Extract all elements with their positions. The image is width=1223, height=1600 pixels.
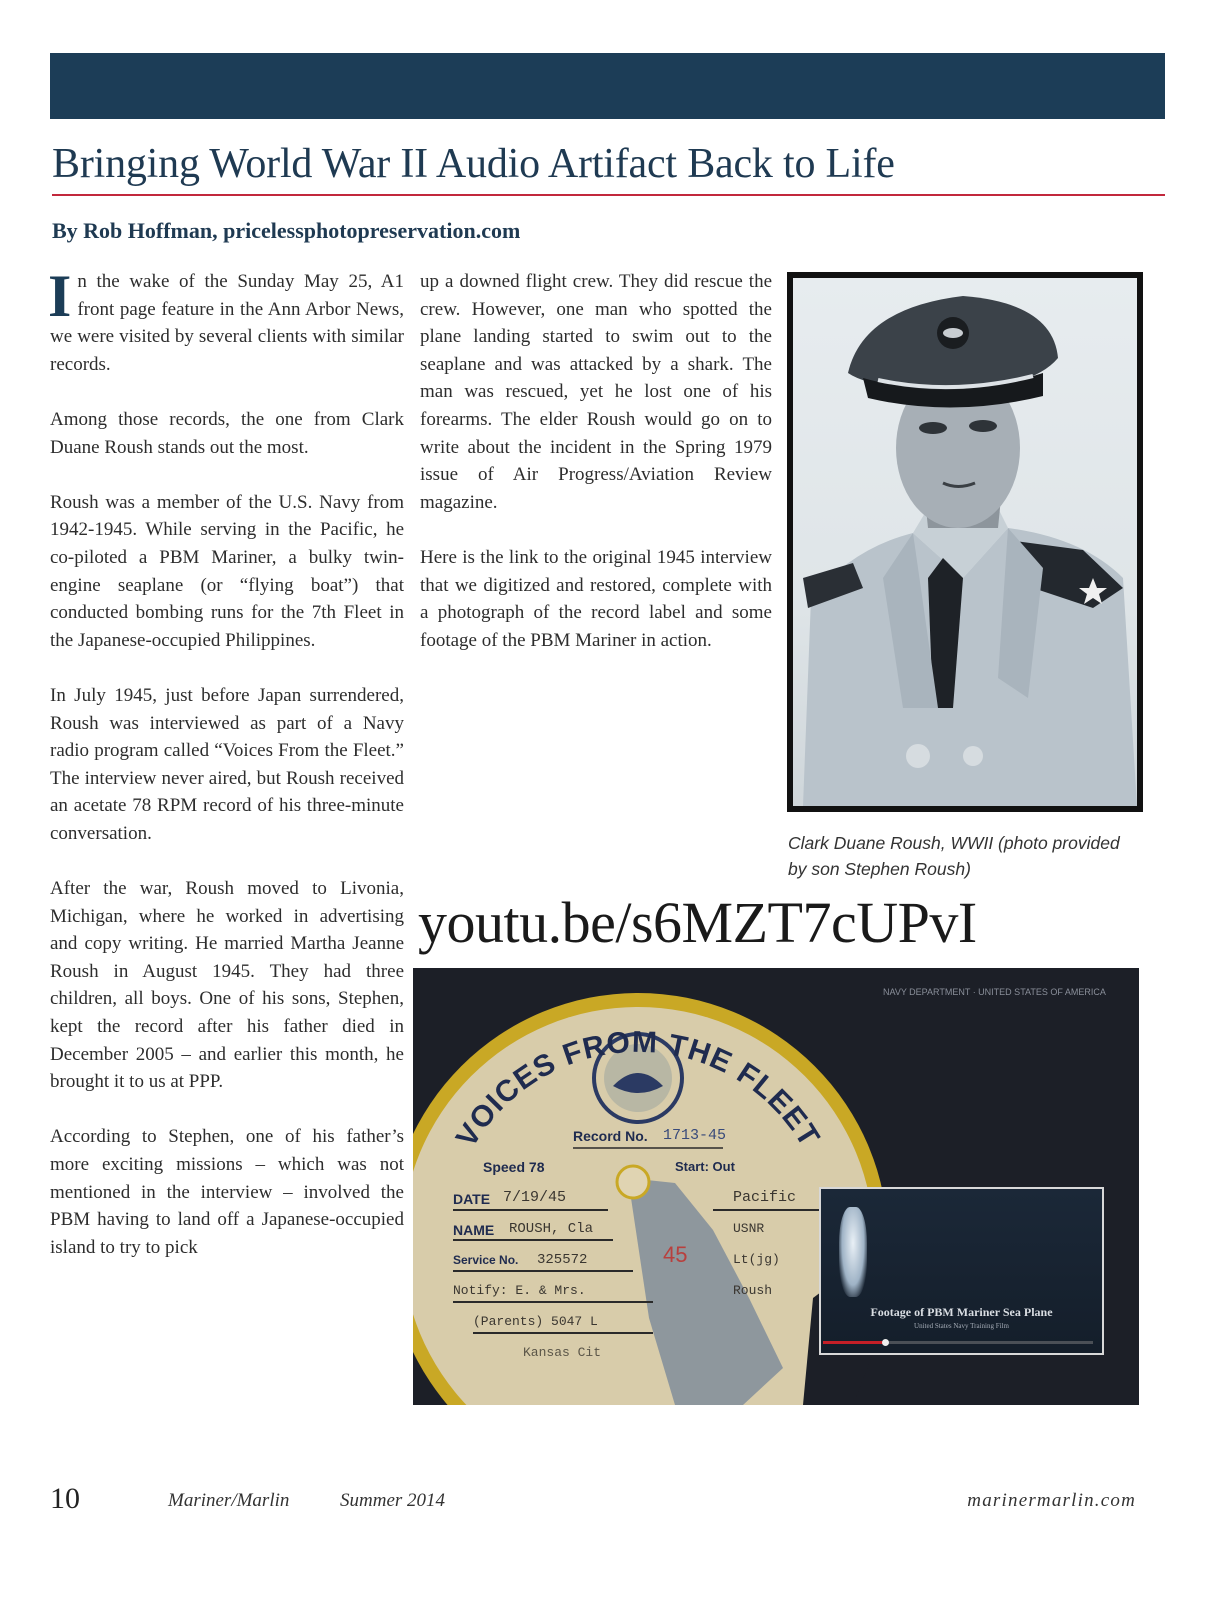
paragraph (48, 263, 404, 378)
video-progress-bar[interactable] (823, 1341, 1093, 1344)
page-number: 10 (50, 1482, 80, 1515)
record-name-label: NAME (453, 1222, 495, 1238)
water-splash-image (839, 1207, 867, 1297)
record-notify: Notify: E. & Mrs. (453, 1283, 586, 1298)
page-footer (0, 1482, 1223, 1522)
video-thumbnail[interactable] (819, 1187, 1104, 1355)
video-subtitle: United States Navy Training Film (914, 1322, 1009, 1330)
record-city: Kansas Cit (523, 1345, 602, 1360)
record-seal-text: NAVY DEPARTMENT · UNITED STATES OF AMERICA (883, 987, 1106, 997)
article-column-2 (420, 268, 772, 682)
record-notify-name: Roush (733, 1283, 773, 1298)
publication-issue: Summer 2014 (340, 1490, 446, 1511)
youtube-link[interactable]: youtu.be/s6MZT7cUPvI (418, 890, 977, 955)
photo-caption: Clark Duane Roush, WWII (photo provided by son Stephen Roush) (788, 833, 1120, 879)
article-title: Bringing World War II Audio Artifact Back to Life (52, 141, 895, 187)
record-branch: USNR (733, 1221, 765, 1236)
video-progress-fill (823, 1341, 885, 1344)
paragraph: After the war, Roush moved to Livonia, Michigan, where he worked in advertising and copy writing. He married Martha Jeanne Roush in August 1945. They had three children, all boys. One of his sons, Stephen, kept the record after his father died in December 2005 – and earlier this month, he brought it to us at PPP. (50, 878, 404, 1093)
record-service-label: Service No. (453, 1253, 519, 1267)
article-column-1 (48, 263, 404, 1289)
record-parents: (Parents) 5047 L (473, 1314, 598, 1329)
record-arc-text: VOICES FROM THE FLEET (449, 1025, 827, 1153)
title-divider (52, 194, 1165, 196)
record-no-label: Record No. (573, 1128, 648, 1144)
publication-name: Mariner/Marlin (168, 1490, 290, 1511)
portrait-photo (787, 272, 1143, 812)
record-no: 1713-45 (663, 1127, 727, 1144)
header-band (50, 53, 1165, 119)
paragraph: up a downed flight crew. They did rescue the crew. However, one man who spotted the plane landing started to swim out to the seaplane and was attacked by a shark. The man was rescued, yet he lost one of his forearms. The elder Roush would go on to write about the incident in the Spring 1979 issue of Air Progress/Aviation Review magazine. (420, 271, 772, 513)
record-speed: Speed 78 (483, 1159, 545, 1175)
drop-cap: I (48, 263, 72, 329)
portrait-illustration (793, 278, 1137, 806)
record-rank: Lt(jg) (733, 1252, 780, 1267)
record-name: ROUSH, Cla (509, 1221, 594, 1237)
video-scrubber-handle[interactable] (882, 1339, 889, 1346)
record-start: Start: Out (675, 1159, 735, 1174)
paragraph: Among those records, the one from Clark Duane Roush stands out the most. (50, 408, 404, 458)
record-service-no: 325572 (537, 1252, 588, 1268)
record-date: 7/19/45 (503, 1189, 567, 1206)
byline: By Rob Hoffman, pricelessphotopreservation.com (52, 218, 521, 243)
website-link[interactable]: marinermarlin.com (967, 1490, 1136, 1511)
record-handwritten-mark: 45 (663, 1242, 688, 1267)
paragraph: Here is the link to the original 1945 interview that we digitized and restored, complete with a photograph of the record label and some footage of the PBM Mariner in action. (420, 546, 772, 651)
paragraph: According to Stephen, one of his father’s more exciting missions – which was not mentioned in the interview – involved the PBM having to land off a Japanese-occupied island to try to pick (50, 1126, 404, 1258)
paragraph: In July 1945, just before Japan surrendered, Roush was interviewed as part of a Navy radio program called “Voices From the Fleet.” The interview never aired, but Roush received an acetate 78 RPM record of his three-minute conversation. (50, 684, 404, 844)
portrait-image (793, 278, 1137, 806)
paragraph: Roush was a member of the U.S. Navy from 1942-1945. While serving in the Pacific, he co-piloted a PBM Mariner, a bulky twin-engine seaplane (or “flying boat”) that conducted bombing runs for the 7th Fleet in the Japanese-occupied Philippines. (50, 491, 404, 651)
video-title: Footage of PBM Mariner Sea Plane (870, 1305, 1053, 1319)
paragraph-text: n the wake of the Sunday May 25, A1 front page feature in the Ann Arbor News, we were visited by several clients with similar records. (50, 271, 404, 375)
record-date-label: DATE (453, 1191, 491, 1207)
record-fleet: Pacific (733, 1189, 797, 1206)
